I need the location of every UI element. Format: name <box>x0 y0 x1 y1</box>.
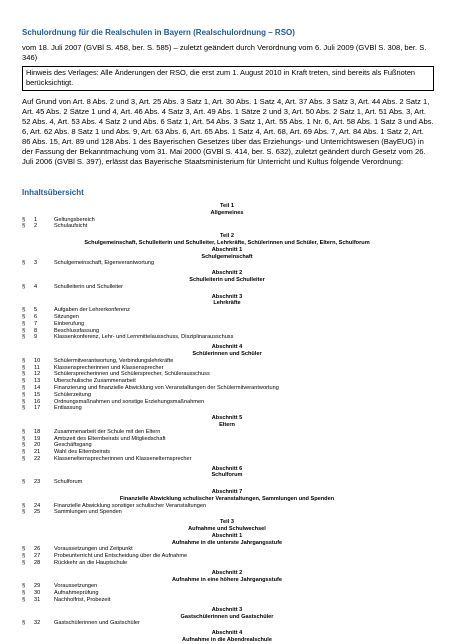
toc-entry-section-sign: § <box>22 620 26 627</box>
toc-entry-title: Finanzierung und finanzielle Abwicklung von Veranstaltungen der Schülermitverantwortung <box>54 384 279 391</box>
toc-entry-section-sign: § <box>22 334 26 341</box>
toc-entry-number: 24 <box>34 502 41 509</box>
toc-entry-section-sign: § <box>22 313 26 320</box>
toc-entry-title: Voraussetzungen <box>54 583 98 590</box>
toc-entry-number: 1 <box>34 216 38 223</box>
toc-section-heading: Aufnahme in die unterste Jahrgangsstufe <box>171 539 283 546</box>
toc-entry-title: Klassensprecherinnen und Klassensprecher <box>54 364 164 371</box>
toc-entry-number: 5 <box>34 307 38 314</box>
toc-entry <box>22 509 432 516</box>
toc-entry-section-sign: § <box>22 357 26 364</box>
toc-entry <box>22 503 432 510</box>
toc-entry-title: Schulaufsicht <box>54 223 88 230</box>
toc-entry-title: Zusammenarbeit der Schule mit den Eltern <box>54 428 161 435</box>
toc-entry-number: 25 <box>34 509 41 516</box>
toc-entry-number: 19 <box>34 435 41 442</box>
toc-entry <box>22 358 432 365</box>
toc-entry-section-sign: § <box>22 223 26 230</box>
toc-entry <box>22 620 432 627</box>
toc-section-heading: Aufnahme in die Abendrealschule <box>182 637 272 644</box>
toc-entry-number: 7 <box>34 320 38 327</box>
toc-section-heading: Schulgemeinschaft <box>201 253 253 260</box>
toc-entry-number: 6 <box>34 313 38 320</box>
toc-entry-number: 16 <box>34 398 41 405</box>
toc-section-heading: Gastschülerinnen und Gastschüler <box>180 613 274 620</box>
toc-entry <box>22 378 432 385</box>
toc-section-heading: Eltern <box>219 421 235 428</box>
toc-entry-section-sign: § <box>22 260 26 267</box>
toc-entry-section-sign: § <box>22 449 26 456</box>
publisher-notice: Hinweis des Verlages: Alle Änderungen der RSO, die erst zum 1. August 2010 in Kraft treten, sind bereits als Fußnoten berücksichtigt. <box>22 66 434 91</box>
toc-entry <box>22 583 432 590</box>
toc-entry-title: Voraussetzungen und Zeitpunkt <box>54 546 133 553</box>
toc-entry-title: Ordnungsmaßnahmen und sonstige Erziehungsmaßnahmen <box>54 398 205 405</box>
toc-entry-title: Sitzungen <box>54 313 79 320</box>
toc-entry <box>22 314 432 321</box>
toc-section-heading: Aufnahme in eine höhere Jahrgangsstufe <box>171 576 283 583</box>
toc-section-heading: Abschnitt 4 <box>211 630 243 637</box>
toc-entry-section-sign: § <box>22 590 26 597</box>
toc-entry <box>22 442 432 449</box>
toc-entry <box>22 392 432 399</box>
toc-entry <box>22 436 432 443</box>
toc-entry-section-sign: § <box>22 435 26 442</box>
toc-entry-title: Klassenkonferenz, Lehr- und Lernmittelausschuss, Disziplinarausschuss <box>54 334 234 341</box>
toc-section-heading: Abschnitt 3 <box>211 606 243 613</box>
toc-section-heading: Abschnitt 4 <box>211 344 243 351</box>
toc-entry-number: 11 <box>34 364 40 371</box>
toc-section-heading: Schülerinnen und Schüler <box>192 350 262 357</box>
toc-entry <box>22 334 432 341</box>
toc-entry-title: Einberufung <box>54 320 85 327</box>
table-of-contents <box>22 203 432 644</box>
toc-entry-number: 30 <box>34 590 41 597</box>
toc-entry-number: 3 <box>34 260 38 267</box>
toc-entry-section-sign: § <box>22 391 26 398</box>
toc-section-heading: Teil 1 <box>220 203 234 209</box>
toc-entry-section-sign: § <box>22 364 26 371</box>
toc-entry-section-sign: § <box>22 283 26 290</box>
toc-entry-number: 12 <box>34 371 41 378</box>
toc-entry-title: Amtszeit des Elternbeirats und Mitgliedschaft <box>54 435 166 442</box>
toc-section-heading: Finanzielle Abwicklung schulischer Veranstaltungen, Sammlungen und Spenden <box>119 495 335 502</box>
toc-entry <box>22 405 432 412</box>
toc-entry-number: 20 <box>34 442 41 449</box>
toc-entry-title: Schulleiterin und Schulleiter <box>54 283 124 290</box>
toc-entry-title: Rückkehr an die Hauptschule <box>54 560 128 567</box>
toc-entry-number: 13 <box>34 378 41 385</box>
toc-entry-title: Schülersprecherinnen und Schülersprecher, Schülerausschuss <box>54 371 210 378</box>
toc-section-heading: Abschnitt 2 <box>211 569 243 576</box>
toc-entry <box>22 365 432 372</box>
toc-entry <box>22 449 432 456</box>
toc-entry-title: Probeunterricht und Entscheidung über die Aufnahme <box>54 553 188 560</box>
legal-basis-paragraph: Auf Grund von Art. 8 Abs. 2 und 3, Art. 25 Abs. 3 Satz 1, Art. 30 Abs. 1 Satz 4, Art. 37 Abs. 3 Satz 3, Art. 44 Abs. 2 Satz 1, Art. 45 Abs. 2 Sätze 1 und 4, Art. 46 Abs. 4 Satz 3, Art. 49 Abs. 1 Sätze 2 und 3, Art. 50 Abs. 2 Satz 1, Art. 51 Abs. 3, Art. 52 Abs. 4, Art. 53 Abs. 4 Satz 2 und Abs. 6 Satz 1, Art. 54 Abs. 3 Satz 1, Art. 55 Abs. 1 Nr. 6, Art. 58 Abs. 1 Satz 3 und Abs. 6, Art. 62 Abs. 8 Satz 1 und Abs. 9, Art. 63 Abs. 6, Art. 65 Abs. 1 Satz 4, Art. 68, Art. 69 Abs. 7, Art. 84 Abs. 1 Satz 2, Art. 86 Abs. 15, Art. 89 und 128 Abs. 1 des Bayerischen Gesetzes über das Erziehungs- und Unterrichtswesen (BayEUG) in der Fassung der Bekanntmachung vom 31. Mai 2000 (GVBl S. 414, ber. S. 632), zuletzt geändert durch Gesetz vom 26. Juli 2006 (GVBl S. 397), erlässt das Bayerische Staatsministerium für Unterricht und Kultus folgende Verordnung: <box>22 97 434 166</box>
toc-entry <box>22 553 432 560</box>
toc-entry-number: 27 <box>34 553 41 560</box>
toc-entry-section-sign: § <box>22 371 26 378</box>
toc-entry-section-sign: § <box>22 405 26 412</box>
toc-entry <box>22 223 432 230</box>
toc-entry-title: Schülerzeitung <box>54 391 92 398</box>
toc-entry-title: Aufgaben der Lehrerkonferenz <box>54 307 130 314</box>
toc-entry <box>22 260 432 267</box>
toc-entry-number: 15 <box>34 391 41 398</box>
document-title: Schulordnung für die Realschulen in Bayern (Realschulordnung – RSO) <box>22 28 295 37</box>
toc-entry-section-sign: § <box>22 597 26 604</box>
toc-section-heading: Lehrkräfte <box>213 300 241 307</box>
toc-entry-title: Geltungsbereich <box>54 216 95 223</box>
toc-entry-title: Gastschülerinnen und Gastschüler <box>54 620 140 627</box>
toc-entry-title: Beschlussfassung <box>54 327 100 334</box>
toc-section-heading: Abschnitt 6 <box>211 465 243 472</box>
toc-entry <box>22 590 432 597</box>
toc-entry-title: Schülermitverantwortung, Verbindungslehrkräfte <box>54 357 174 364</box>
toc-entry <box>22 456 432 463</box>
toc-entry <box>22 217 432 224</box>
toc-entry-number: 9 <box>34 334 38 341</box>
toc-section-heading: Abschnitt 1 <box>211 532 243 539</box>
toc-entry-section-sign: § <box>22 455 26 462</box>
toc-entry-number: 31 <box>34 597 41 604</box>
toc-entry-section-sign: § <box>22 583 26 590</box>
toc-entry-title: Schulforum <box>54 479 83 486</box>
toc-entry-number: 2 <box>34 223 38 230</box>
toc-entry-title: Entlassung <box>54 405 82 412</box>
toc-entry-section-sign: § <box>22 384 26 391</box>
toc-entry-section-sign: § <box>22 320 26 327</box>
toc-entry-section-sign: § <box>22 546 26 553</box>
toc-entry-number: 21 <box>34 449 41 456</box>
toc-entry-title: Sammlungen und Spenden <box>54 509 122 516</box>
toc-entry-number: 29 <box>34 583 41 590</box>
toc-entry <box>22 429 432 436</box>
toc-entry-number: 10 <box>34 357 41 364</box>
toc-entry-number: 23 <box>34 479 41 486</box>
toc-section-heading: Schulgemeinschaft, Schulleiterin und Schulleiter, Lehrkräfte, Schülerinnen und Schüler, Eltern, Schulforum <box>84 239 370 246</box>
toc-entry-title: Nachholfrist, Probezeit <box>54 597 111 604</box>
toc-section-heading: Teil 3 <box>220 519 234 526</box>
toc-entry-number: 4 <box>34 283 38 290</box>
toc-section-heading: Abschnitt 3 <box>211 293 243 300</box>
toc-entry <box>22 385 432 392</box>
toc-entry <box>22 546 432 553</box>
toc-section-heading: Abschnitt 2 <box>211 270 243 277</box>
toc-section-heading: Abschnitt 5 <box>211 415 243 422</box>
toc-section-heading: Abschnitt 7 <box>211 489 243 496</box>
toc-entry-section-sign: § <box>22 442 26 449</box>
toc-section-heading: Abschnitt 1 <box>211 246 243 253</box>
toc-entry <box>22 307 432 314</box>
toc-section-heading: Allgemeines <box>210 209 244 216</box>
toc-entry <box>22 399 432 406</box>
toc-entry-number: 26 <box>34 546 41 553</box>
toc-entry-title: Klassenelternsprecherinnen und Klassenelternsprecher <box>54 455 192 462</box>
toc-entry-section-sign: § <box>22 502 26 509</box>
toc-section-heading: Teil 2 <box>220 233 234 240</box>
toc-entry-section-sign: § <box>22 398 26 405</box>
toc-entry <box>22 371 432 378</box>
toc-entry-section-sign: § <box>22 560 26 567</box>
toc-entry <box>22 284 432 291</box>
toc-entry-title: Geschäftsgang <box>54 442 92 449</box>
toc-entry <box>22 321 432 328</box>
toc-entry-section-sign: § <box>22 553 26 560</box>
toc-entry-number: 28 <box>34 560 41 567</box>
toc-section-heading: Schulforum <box>211 472 243 479</box>
toc-entry-section-sign: § <box>22 479 26 486</box>
toc-section-heading: Aufnahme und Schulwechsel <box>188 526 266 533</box>
toc-entry <box>22 597 432 604</box>
toc-entry-title: Wahl des Elternbeirats <box>54 449 111 456</box>
toc-entry-number: 8 <box>34 327 38 334</box>
toc-entry <box>22 479 432 486</box>
toc-entry-number: 32 <box>34 620 41 627</box>
toc-entry-number: 17 <box>34 405 41 412</box>
toc-entry-title: Schulgemeinschaft, Eigenverantwortung <box>54 260 155 267</box>
toc-entry-section-sign: § <box>22 216 26 223</box>
toc-entry-number: 22 <box>34 455 41 462</box>
document-dates: vom 18. Juli 2007 (GVBl S. 458, ber. S. 585) – zuletzt geändert durch Verordnung vom 6. Juli 2009 (GVBl S. 308, ber. S. 346) <box>22 43 427 62</box>
toc-entry <box>22 560 432 567</box>
toc-entry-section-sign: § <box>22 378 26 385</box>
toc-entry-title: Aufnahmeprüfung <box>54 590 99 597</box>
toc-entry-section-sign: § <box>22 428 26 435</box>
toc-entry-title: Überschulische Zusammenarbeit <box>54 378 136 385</box>
toc-entry <box>22 328 432 335</box>
toc-heading: Inhaltsübersicht <box>22 188 84 197</box>
toc-entry-section-sign: § <box>22 509 26 516</box>
toc-entry-section-sign: § <box>22 327 26 334</box>
toc-entry-title: Finanzielle Abwicklung sonstiger schulischer Veranstaltungen <box>54 502 207 509</box>
toc-entry-section-sign: § <box>22 307 26 314</box>
toc-entry-number: 18 <box>34 428 41 435</box>
toc-entry-number: 14 <box>34 384 41 391</box>
toc-section-heading: Schulleiterin und Schulleiter <box>189 276 265 283</box>
